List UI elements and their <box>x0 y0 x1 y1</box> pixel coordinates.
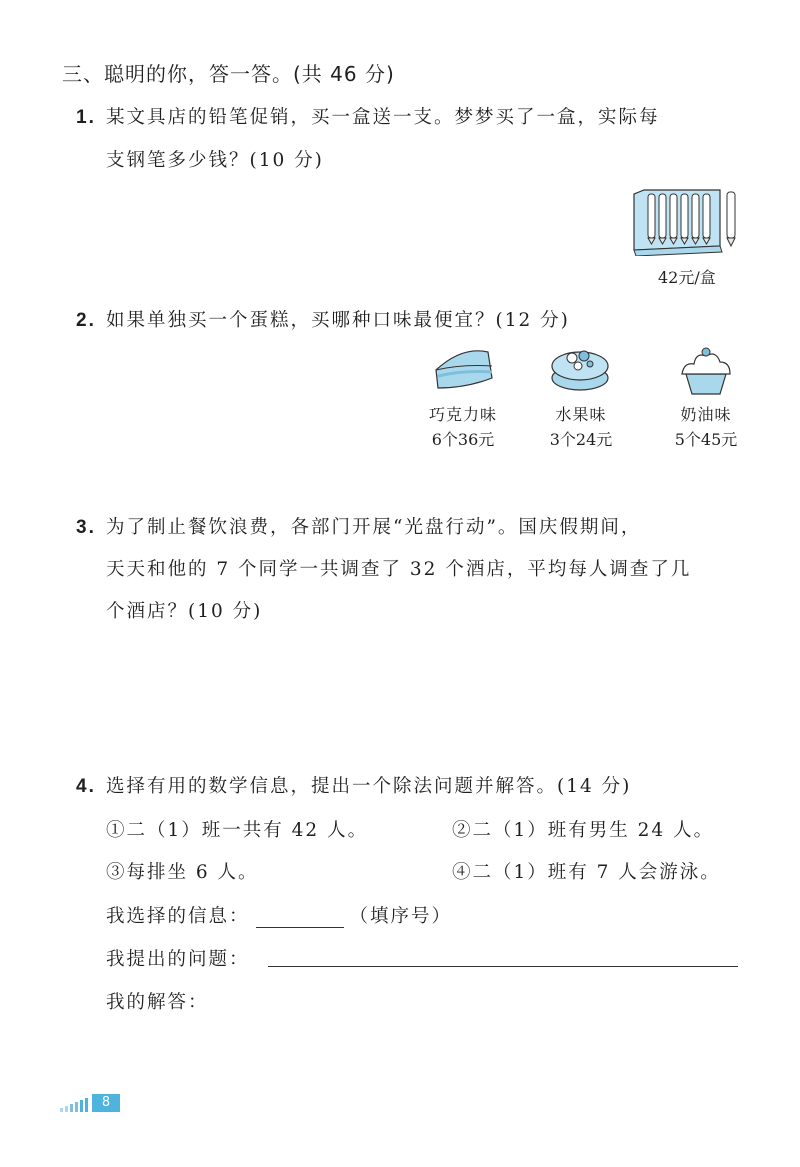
cake-price-cream: 5个45元 <box>674 430 738 449</box>
q1-line2: 支钢笔多少钱？(10 分) <box>106 150 324 171</box>
cream-cake-icon <box>676 342 736 398</box>
q1-line1 <box>76 103 660 129</box>
page-bars-icon <box>60 1096 92 1112</box>
pencil-box-icon <box>630 186 742 256</box>
q3-line1 <box>76 513 641 539</box>
q4-choose-blank[interactable] <box>256 909 344 928</box>
section-title: 三、聪明的你，答一答。(共 46 分) <box>62 62 395 86</box>
q2-number: 2. <box>76 310 96 331</box>
q4-question-blank[interactable] <box>268 966 738 967</box>
q1-text-1: 某文具店的铅笔促销，买一盒送一支。梦梦买了一盒，实际每 <box>106 107 660 128</box>
q4-option-1: ①二（1）班一共有 42 人。 <box>106 820 369 841</box>
q4-choose-hint: （填序号） <box>349 906 453 927</box>
q4-question-label: 我提出的问题： <box>106 949 250 970</box>
cake-price-chocolate: 6个36元 <box>431 430 495 449</box>
q4-line1 <box>76 772 631 798</box>
q4-option-4: ④二（1）班有 7 人会游泳。 <box>452 862 721 883</box>
fruit-cake-icon <box>548 342 612 398</box>
q4-choose-label: 我选择的信息： <box>106 906 250 927</box>
page-number: 8 <box>92 1094 120 1112</box>
q3-text-1: 为了制止餐饮浪费，各部门开展“光盘行动”。国庆假期间， <box>106 517 642 538</box>
q4-choose-row <box>106 902 452 928</box>
q2-line1 <box>76 306 570 332</box>
cake-name-chocolate: 巧克力味 <box>428 405 497 424</box>
pencil-box-price: 42元/盒 <box>658 268 716 287</box>
q4-text-1: 选择有用的数学信息，提出一个除法问题并解答。(14 分) <box>106 776 632 797</box>
cake-name-fruit: 水果味 <box>555 405 607 424</box>
q4-option-2: ②二（1）班有男生 24 人。 <box>452 820 715 841</box>
q2-text-1: 如果单独买一个蛋糕，买哪种口味最便宜？(12 分) <box>106 310 570 331</box>
q3-number: 3. <box>76 517 96 538</box>
cake-price-fruit: 3个24元 <box>549 430 613 449</box>
cake-name-cream: 奶油味 <box>680 405 732 424</box>
q3-line3: 个酒店？(10 分) <box>106 601 263 622</box>
q4-option-3: ③每排坐 6 人。 <box>106 862 259 883</box>
q4-answer-label: 我的解答： <box>106 992 209 1013</box>
chocolate-cake-icon <box>432 344 496 396</box>
q1-number: 1. <box>76 107 96 128</box>
q3-line2: 天天和他的 7 个同学一共调查了 32 个酒店，平均每人调查了几 <box>106 559 692 580</box>
q4-number: 4. <box>76 776 96 797</box>
